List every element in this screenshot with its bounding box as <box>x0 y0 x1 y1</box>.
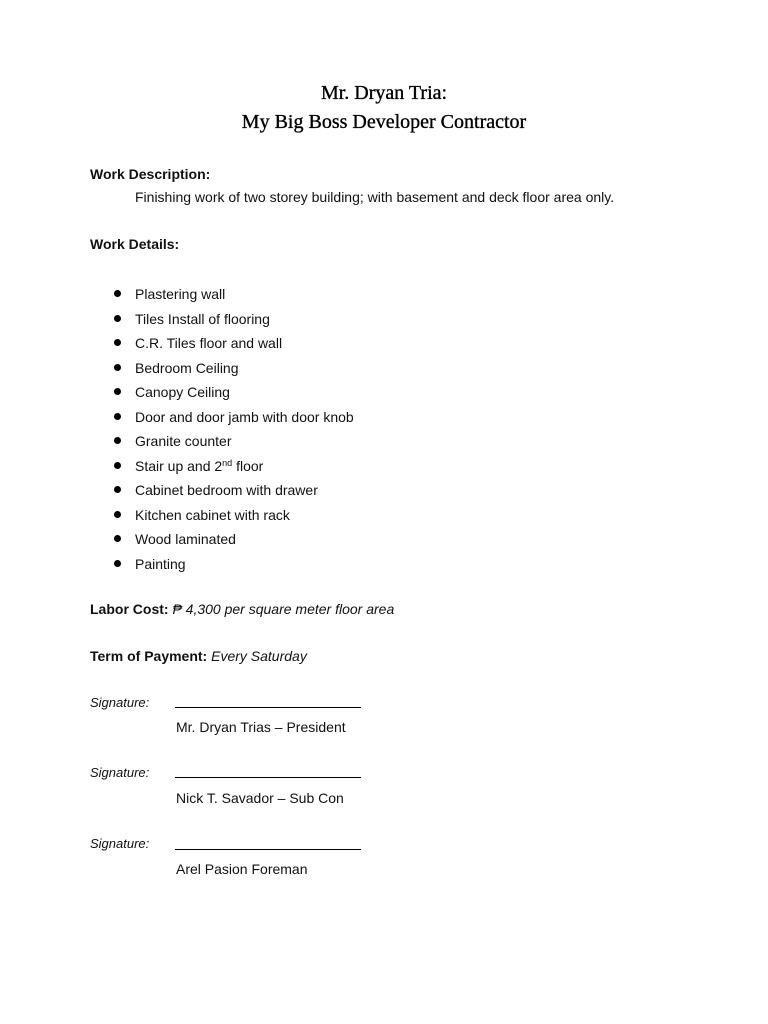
list-item: Kitchen cabinet with rack <box>90 505 354 530</box>
list-item: Painting <box>90 554 354 579</box>
bullet-icon <box>114 486 121 493</box>
list-item: Wood laminated <box>90 529 354 554</box>
signature-line[interactable] <box>175 849 361 850</box>
document-subtitle: My Big Boss Developer Contractor <box>241 111 527 133</box>
bullet-icon <box>114 437 121 444</box>
bullet-icon <box>114 388 121 395</box>
signatory-name: Mr. Dryan Trias – President <box>176 719 346 735</box>
list-item: Granite counter <box>90 431 354 456</box>
bullet-icon <box>114 339 121 346</box>
list-item: Canopy Ceiling <box>90 382 354 407</box>
signatory-name: Nick T. Savador – Sub Con <box>176 790 344 806</box>
signature-label: Signature: <box>90 695 150 710</box>
bullet-icon <box>114 511 121 518</box>
signature-line[interactable] <box>175 707 361 708</box>
signature-label: Signature: <box>90 765 150 780</box>
work-details-label: Work Details: <box>90 236 180 252</box>
labor-cost-value: ₱ 4,300 per square meter floor area <box>172 601 395 617</box>
bullet-icon <box>114 462 121 469</box>
work-description-text: Finishing work of two storey building; with basement and deck floor area only. <box>135 189 615 205</box>
term-of-payment-row <box>90 648 307 664</box>
list-item: Tiles Install of flooring <box>90 309 354 334</box>
list-item: Bedroom Ceiling <box>90 358 354 383</box>
list-item: C.R. Tiles floor and wall <box>90 333 354 358</box>
bullet-icon <box>114 290 121 297</box>
list-item: Door and door jamb with door knob <box>90 407 354 432</box>
bullet-icon <box>114 413 121 420</box>
list-item: Plastering wall <box>90 284 354 309</box>
signature-line[interactable] <box>175 777 361 778</box>
work-details-list <box>90 284 354 578</box>
term-of-payment-value: Every Saturday <box>211 648 307 664</box>
term-of-payment-label: Term of Payment: <box>90 648 208 664</box>
bullet-icon <box>114 315 121 322</box>
bullet-icon <box>114 560 121 567</box>
labor-cost-row <box>90 601 394 617</box>
document-title: Mr. Dryan Tria: <box>320 82 448 104</box>
bullet-icon <box>114 535 121 542</box>
list-item: Cabinet bedroom with drawer <box>90 480 354 505</box>
labor-cost-label: Labor Cost: <box>90 601 169 617</box>
work-description-label: Work Description: <box>90 166 211 182</box>
list-item: Stair up and 2nd floor <box>90 456 354 481</box>
signatory-name: Arel Pasion Foreman <box>176 861 308 877</box>
bullet-icon <box>114 364 121 371</box>
signature-label: Signature: <box>90 836 150 851</box>
